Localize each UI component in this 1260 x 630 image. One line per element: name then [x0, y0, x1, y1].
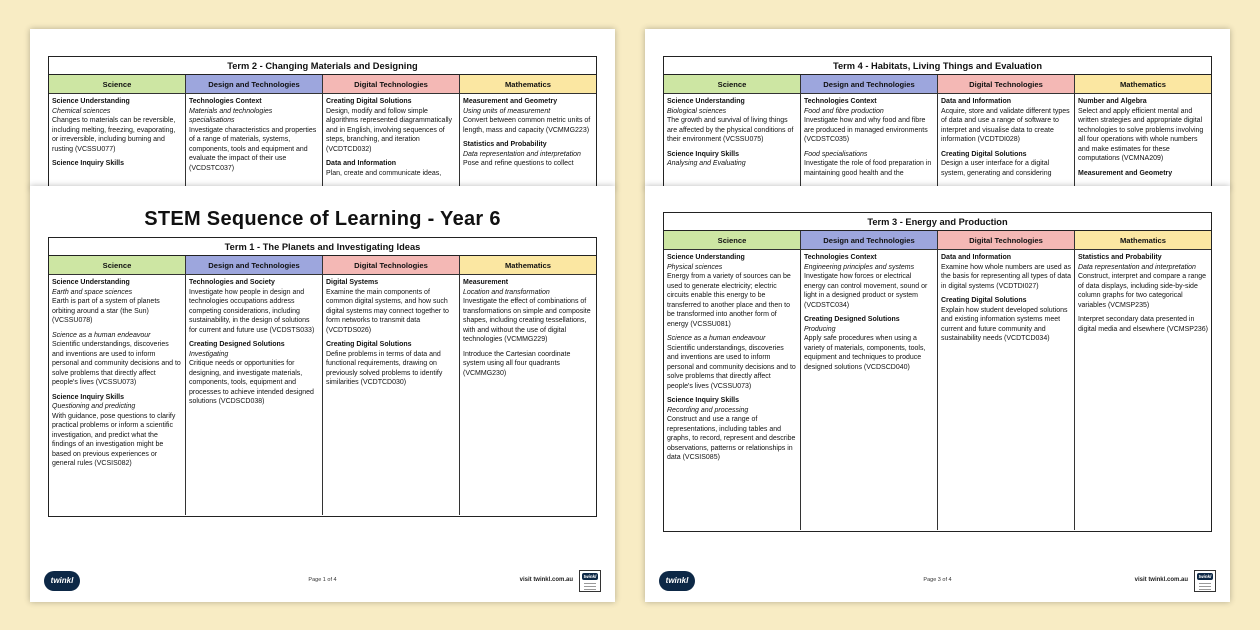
section-text: Energy from a variety of sources can be used to generate electricity; electric circuits enable this energy to be transferred to another place and then to be transformed into another form of energy (VCSSU081) — [667, 273, 791, 328]
cell-section — [667, 150, 797, 169]
cell-design — [801, 250, 937, 381]
section-subheading: Food and fibre production — [804, 107, 884, 115]
section-heading: Creating Digital Solutions — [326, 341, 412, 349]
col-head-science: Science — [49, 256, 185, 275]
cell-section — [189, 340, 319, 407]
section-text: Interpret secondary data presented in digital media and elsewhere (VCMSP236) — [1078, 316, 1208, 333]
section-heading: Statistics and Probability — [463, 141, 547, 149]
col-head-science: Science — [664, 231, 800, 250]
section-heading: Creating Digital Solutions — [941, 150, 1027, 158]
section-heading: Measurement — [463, 279, 509, 286]
cell-section — [463, 97, 593, 135]
section-heading: Science Inquiry Skills — [667, 150, 739, 158]
cell-design — [186, 275, 322, 416]
cell-section — [463, 140, 593, 169]
page-2-sheet — [30, 29, 615, 189]
section-heading: Science Understanding — [52, 279, 130, 286]
section-text: Investigate how forces or electrical energy can control movement, sound or light in a designed product or system (VCDSTC034) — [804, 273, 928, 309]
section-text: The growth and survival of living things are affected by the physical conditions of their environment (VCSSU075) — [667, 117, 794, 144]
term-4-table — [663, 56, 1212, 188]
cell-section — [52, 278, 182, 388]
cell-section — [326, 278, 456, 335]
twinkl-logo: twinkl — [659, 571, 695, 591]
section-heading: Science Inquiry Skills — [667, 397, 739, 405]
col-head-digital: Digital Technologies — [938, 75, 1074, 94]
section-subheading: Producing — [804, 325, 836, 333]
cell-science — [49, 275, 185, 478]
section-subheading: Investigating — [189, 350, 229, 358]
section-text: Investigate how and why food and fibre are produced in managed environments (VCDSTC035) — [804, 117, 928, 144]
cell-digital — [323, 275, 459, 397]
section-text: Earth is part of a system of planets orbiting around a star (the Sun) (VCSSU078) — [52, 298, 160, 325]
section-heading: Statistics and Probability — [1078, 254, 1162, 261]
section-heading: Science Understanding — [52, 98, 130, 105]
section-subheading: Using units of measurement — [463, 107, 551, 115]
cell-section — [1078, 97, 1208, 164]
page-footer — [44, 570, 601, 592]
page-number: Page 3 of 4 — [923, 577, 952, 583]
section-subheading: Questioning and predicting — [52, 403, 136, 411]
section-subheading: Engineering principles and systems — [804, 263, 915, 271]
section-text: Examine how whole numbers are used as the basis for representing all types of data in digital systems (VCDTDI027) — [941, 263, 1071, 290]
footer-url: visit twinkl.com.au — [519, 577, 573, 583]
section-subheading: Data representation and interpretation — [463, 150, 581, 158]
section-heading: Technologies Context — [804, 98, 877, 105]
footer-url: visit twinkl.com.au — [1134, 577, 1188, 583]
term-title: Term 4 - Habitats, Living Things and Evaluation — [664, 57, 1211, 75]
col-head-maths: Mathematics — [460, 256, 596, 275]
cell-section — [941, 296, 1071, 344]
section-heading: Science Understanding — [667, 98, 745, 105]
section-text: Scientific understandings, discoveries and inventions are used to inform personal and community decisions and to solve problems that directly affect people's lives (VCSSU073) — [667, 344, 796, 390]
section-text: Acquire, store and validate different types of data and use a range of software to interpret and visualise data to create information (VCDTDI028) — [941, 107, 1070, 144]
section-heading: Creating Digital Solutions — [941, 297, 1027, 305]
term-title: Term 2 - Changing Materials and Designing — [49, 57, 596, 75]
col-head-science: Science — [664, 75, 800, 94]
section-text: With guidance, pose questions to clarify practical problems or inform a scientific investigation, and predict what the findings of an investigation might be based on previous experiences or general rules (VCSIS082) — [52, 412, 176, 468]
section-heading: Digital Systems — [326, 279, 379, 286]
section-text: Changes to materials can be reversible, including melting, freezing, evaporating, or irreversible, including burning and rusting (VCSSU077) — [52, 117, 176, 153]
section-heading: Science Inquiry Skills — [52, 160, 124, 168]
cell-section — [326, 340, 456, 388]
cell-design — [801, 94, 937, 187]
page-1-sheet — [30, 186, 615, 602]
section-subheading: Data representation and interpretation — [1078, 263, 1196, 271]
section-text: Construct and use a range of representations, including tables and graphs, to record, represent and describe observations, patterns or relationships in data (VCSIS085) — [667, 416, 796, 462]
section-text: Define problems in terms of data and functional requirements, drawing on previously solved problems to identify similarities (VCDTCD030) — [326, 350, 443, 387]
cell-science — [49, 94, 185, 178]
cell-section — [1078, 169, 1208, 179]
col-head-science: Science — [49, 75, 185, 94]
section-subheading: Science as a human endeavour — [667, 335, 766, 343]
cell-section — [667, 396, 797, 463]
section-heading: Science Inquiry Skills — [52, 393, 124, 401]
section-text: Pose and refine questions to collect — [463, 160, 574, 168]
section-text: Examine the main components of common digital systems, and how such digital systems may connect together to form networks to transmit data (VCDTDS026) — [326, 288, 449, 334]
section-subheading: Science as a human endeavour — [52, 331, 151, 339]
cell-section — [941, 97, 1071, 145]
cell-section — [804, 253, 934, 310]
term-title: Term 1 - The Planets and Investigating Ideas — [49, 238, 596, 256]
section-text: Introduce the Cartesian coordinate system using all four quadrants (VCMMG230) — [463, 350, 571, 377]
page-footer — [659, 570, 1216, 592]
section-subheading: Analysing and Evaluating — [667, 160, 746, 168]
section-text: Design, modify and follow simple algorithms represented diagrammatically and in English, involving sequences of steps, branching, and iteration (VCDTCD032) — [326, 107, 453, 153]
section-heading: Technologies and Society — [189, 279, 275, 286]
section-heading: Technologies Context — [804, 254, 877, 261]
cell-section — [189, 278, 319, 335]
section-text: Plan, create and communicate ideas, — [326, 169, 442, 177]
section-text: Investigate the role of food preparation in maintaining good health and the — [804, 160, 932, 177]
section-subheading: Food specialisations — [804, 150, 868, 158]
cell-maths — [1075, 94, 1211, 187]
col-head-maths: Mathematics — [460, 75, 596, 94]
col-head-design: Design and Technologies — [801, 75, 937, 94]
cell-science — [664, 94, 800, 178]
cell-digital — [938, 250, 1074, 353]
section-heading: Data and Information — [941, 98, 1012, 105]
col-head-design: Design and Technologies — [186, 256, 322, 275]
section-text: Investigate how people in design and technologies occupations address competing considerations, including sustainability, in the design of solutions for current and future use (VCDSTS033) — [189, 288, 315, 334]
section-text: Scientific understandings, discoveries and inventions are used to inform personal and community decisions and to solve problems that directly affect people's lives (VCSSU073) — [52, 341, 181, 387]
col-head-design: Design and Technologies — [186, 75, 322, 94]
cell-digital — [323, 94, 459, 187]
section-heading: Creating Digital Solutions — [326, 98, 412, 105]
term-title: Term 3 - Energy and Production — [664, 213, 1211, 231]
page-3-sheet — [645, 186, 1230, 602]
section-heading: Creating Designed Solutions — [804, 316, 900, 324]
section-subheading: Materials and technologies — [189, 107, 273, 115]
cell-section — [941, 150, 1071, 179]
page-4-sheet — [645, 29, 1230, 189]
col-head-maths: Mathematics — [1075, 231, 1211, 250]
section-text: Explain how student developed solutions and existing information systems meet current and future community and sustainability needs (VCDTCD034) — [941, 306, 1068, 343]
page-number: Page 1 of 4 — [308, 577, 337, 583]
section-subheading: specialisations — [189, 117, 235, 125]
cell-section — [52, 393, 182, 469]
section-heading: Creating Designed Solutions — [189, 341, 285, 349]
section-heading: Technologies Context — [189, 98, 262, 105]
cell-maths — [1075, 250, 1211, 343]
col-head-design: Design and Technologies — [801, 231, 937, 250]
cell-section — [52, 159, 182, 169]
cell-section — [1078, 253, 1208, 334]
section-heading: Science Understanding — [667, 254, 745, 261]
section-subheading: Earth and space sciences — [52, 288, 133, 296]
section-text: Design a user interface for a digital system, generating and considering — [941, 160, 1052, 177]
document-title: STEM Sequence of Learning - Year 6 — [144, 208, 501, 230]
cell-section — [804, 315, 934, 372]
cell-section — [326, 97, 456, 154]
section-text: Investigate characteristics and properties of a range of materials, systems, components, tools and equipment and evaluate the impact of their use (VCDSTC037) — [189, 126, 317, 172]
section-text: Convert between common metric units of length, mass and capacity (VCMMG223) — [463, 117, 591, 134]
cell-section — [189, 97, 319, 173]
cell-section — [667, 253, 797, 391]
section-heading: Data and Information — [941, 254, 1012, 261]
section-subheading: Recording and processing — [667, 406, 749, 414]
cell-maths — [460, 94, 596, 178]
term-3-table — [663, 212, 1212, 532]
section-heading: Data and Information — [326, 160, 397, 168]
section-text: Construct, interpret and compare a range of data displays, including side-by-side column graphs for two categorical variables (VCMSP235) — [1078, 273, 1207, 309]
cell-digital — [938, 94, 1074, 187]
cell-section — [326, 159, 456, 178]
section-subheading: Location and transformation — [463, 288, 550, 296]
cell-section — [804, 97, 934, 178]
section-subheading: Physical sciences — [667, 263, 723, 271]
cell-section — [941, 253, 1071, 291]
cell-section — [667, 97, 797, 145]
term-2-table — [48, 56, 597, 188]
cell-science — [664, 250, 800, 472]
section-subheading: Chemical sciences — [52, 107, 111, 115]
section-heading: Measurement and Geometry — [1078, 169, 1173, 177]
term-1-table — [48, 237, 597, 517]
cell-section — [463, 278, 593, 378]
cell-maths — [460, 275, 596, 387]
col-head-digital: Digital Technologies — [323, 75, 459, 94]
section-text: Investigate the effect of combinations of transformations on simple and composite shapes, including creating tessellations, with and without the use of digital technologies (VCMMG229) — [463, 298, 591, 344]
checked-badge-icon: twinkl — [579, 570, 601, 592]
twinkl-logo: twinkl — [44, 571, 80, 591]
section-text: Select and apply efficient mental and written strategies and appropriate digital technologies to solve problems involving all four operations with whole numbers and make estimates for these computations (VCMNA209) — [1078, 107, 1204, 163]
cell-section — [52, 97, 182, 154]
section-heading: Number and Algebra — [1078, 98, 1147, 105]
section-text: Apply safe procedures when using a variety of materials, components, tools, equipment and techniques to produce designed solutions (VCDSCD040) — [804, 335, 926, 371]
col-head-maths: Mathematics — [1075, 75, 1211, 94]
section-heading: Measurement and Geometry — [463, 98, 558, 105]
checked-badge-icon: twinkl — [1194, 570, 1216, 592]
col-head-digital: Digital Technologies — [938, 231, 1074, 250]
cell-design — [186, 94, 322, 182]
section-text: Critique needs or opportunities for designing, and investigate materials, components, tools, equipment and processes to achieve intended designed solutions (VCDSCD038) — [189, 360, 314, 406]
col-head-digital: Digital Technologies — [323, 256, 459, 275]
section-subheading: Biological sciences — [667, 107, 727, 115]
